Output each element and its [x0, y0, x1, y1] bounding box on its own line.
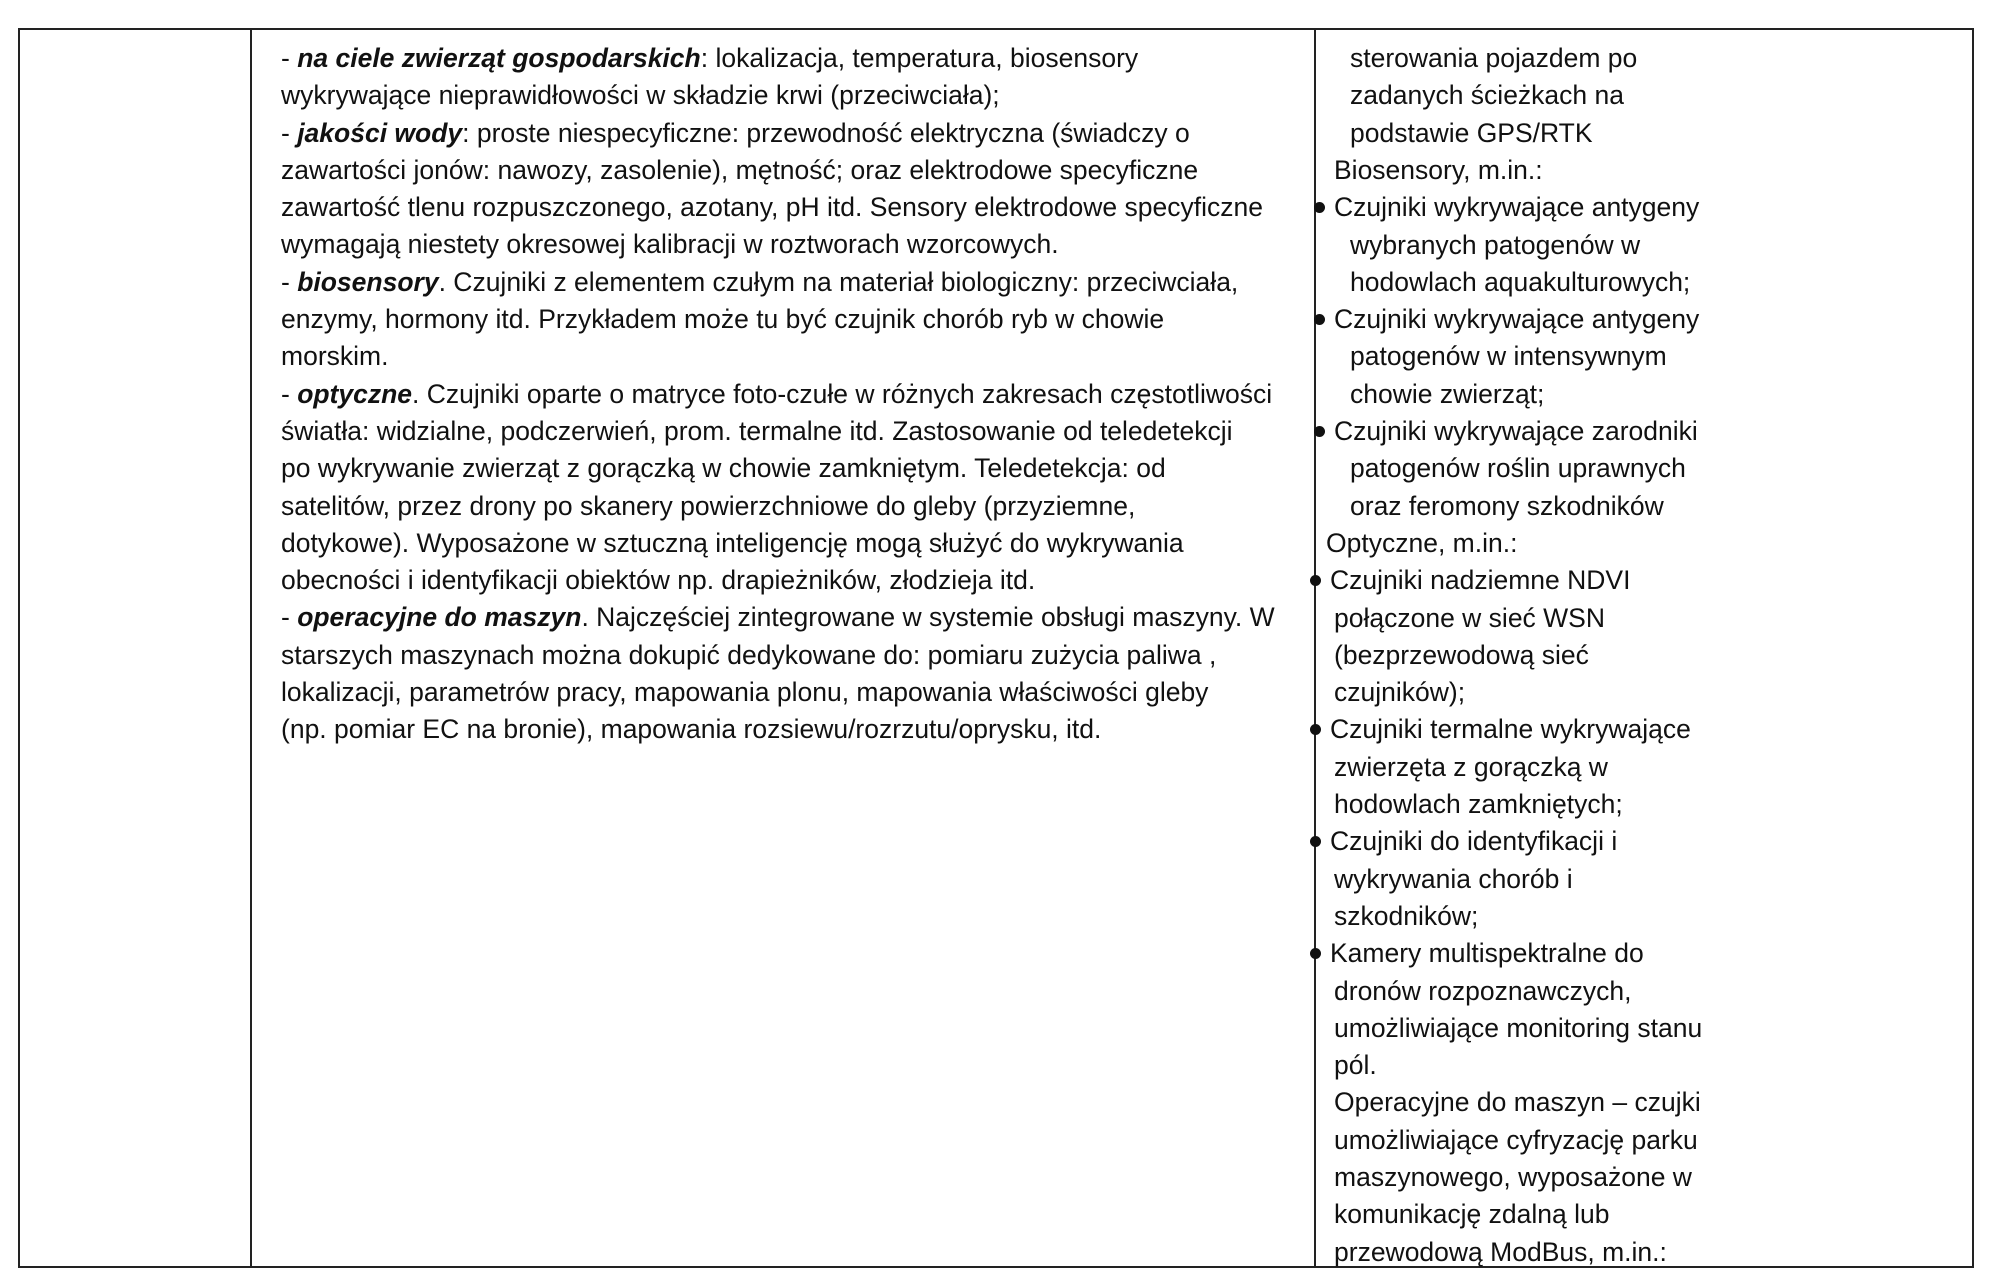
- line-text: umożliwiające monitoring stanu: [1334, 1012, 1703, 1043]
- bullet-icon: [1310, 836, 1321, 847]
- paragraph-line: zawartości jonów: nawozy, zasolenie), mętność; oraz elektrodowe specyficzne: [281, 154, 1199, 185]
- line-text: pól.: [1334, 1050, 1377, 1081]
- paragraph-line: światła: widzialne, podczerwień, prom. termalne itd. Zastosowanie od teledetekcji: [281, 415, 1233, 446]
- text-line: [1350, 115, 1593, 152]
- bullet-icon: [1310, 948, 1321, 959]
- line-text: Biosensory, m.in.:: [1334, 154, 1543, 185]
- line-text: patogenów roślin uprawnych: [1350, 453, 1686, 484]
- line-text: chowie zwierząt;: [1350, 378, 1545, 409]
- paragraph-lead: -: [281, 602, 298, 633]
- line-text: Czujniki nadziemne NDVI: [1330, 565, 1631, 596]
- paragraph-line: morskim.: [281, 341, 389, 372]
- text-line: [1350, 227, 1640, 264]
- line-text: komunikację zdalną lub: [1334, 1199, 1610, 1230]
- bullet-item: [1310, 935, 1644, 972]
- line-text: zwierzęta z gorączką w: [1334, 751, 1608, 782]
- line-text: zadanych ścieżkach na: [1350, 80, 1624, 111]
- line-text: Czujniki do identyfikacji i: [1330, 826, 1618, 857]
- text-line: [1350, 338, 1667, 375]
- paragraph-text: . Najczęściej zintegrowane w systemie obsługi maszyny. W: [581, 602, 1275, 633]
- bullet-item: [1310, 823, 1617, 860]
- column-divider-left: [250, 30, 252, 1266]
- paragraph-lead: -: [281, 378, 298, 409]
- paragraph-line: obecności i identyfikacji obiektów np. drapieżników, złodzieja itd.: [281, 565, 1036, 596]
- examples-cell: [1310, 30, 1970, 1266]
- line-text: umożliwiające cyfryzację parku: [1334, 1124, 1698, 1155]
- line-text: maszynowego, wyposażone w: [1334, 1162, 1692, 1192]
- paragraph-text: : proste niespecyficzne: przewodność elektryczna (świadczy o: [462, 117, 1190, 148]
- paragraph-line: zawartość tlenu rozpuszczonego, azotany, pH itd. Sensory elektrodowe specyficzne: [281, 192, 1263, 223]
- paragraph-text: . Czujniki z elementem czułym na materiał biologiczny: przeciwciała,: [438, 266, 1239, 297]
- text-line: [1334, 1122, 1698, 1159]
- line-text: wykrywania chorób i: [1334, 863, 1573, 894]
- text-line: [1350, 376, 1544, 413]
- paragraph-term: jakości wody: [297, 117, 463, 148]
- bullet-icon: [1314, 202, 1325, 213]
- paragraph-line: po wykrywanie zwierząt z gorączką w chowie zamkniętym. Teledetekcja: od: [281, 453, 1166, 484]
- text-line: [1334, 786, 1623, 823]
- line-text: sterowania pojazdem po: [1350, 43, 1638, 73]
- paragraph-first-line: [281, 115, 1275, 152]
- line-text: Czujniki wykrywające antygeny: [1334, 304, 1700, 335]
- text-line: [1350, 450, 1686, 487]
- bullet-icon: [1310, 575, 1321, 586]
- paragraph-line: wykrywające nieprawidłowości w składzie krwi (przeciwciała);: [281, 80, 1000, 111]
- line-text: hodowlach aquakulturowych;: [1350, 266, 1691, 297]
- bullet-item: [1314, 189, 1699, 226]
- text-line: [1334, 674, 1465, 711]
- paragraph-line: enzymy, hormony itd. Przykładem może tu być czujnik chorób ryb w chowie: [281, 304, 1165, 335]
- paragraph-line: starszych maszynach można dokupić dedykowane do: pomiaru zużycia paliwa ,: [281, 639, 1217, 670]
- bullet-item: [1310, 711, 1691, 748]
- paragraph-term: operacyjne do maszyn: [297, 602, 582, 633]
- paragraph-line: satelitów, przez drony po skanery powierzchniowe do gleby (przyziemne,: [281, 490, 1136, 521]
- text-line: [1334, 600, 1605, 637]
- line-text: oraz feromony szkodników: [1350, 490, 1664, 521]
- left-empty-cell: [20, 30, 250, 1266]
- text-line: [1334, 1010, 1702, 1047]
- text-line: [1350, 488, 1664, 525]
- paragraph-term: biosensory: [297, 266, 439, 297]
- paragraph-line: lokalizacji, parametrów pracy, mapowania plonu, mapowania właściwości gleby: [281, 677, 1209, 708]
- text-line: [1350, 40, 1637, 77]
- content-table: [18, 28, 1974, 1268]
- paragraph-term: na ciele zwierząt gospodarskich: [297, 43, 701, 73]
- bullet-item: [1314, 413, 1698, 450]
- line-text: Czujniki wykrywające antygeny: [1334, 192, 1700, 223]
- line-text: hodowlach zamkniętych;: [1334, 789, 1623, 819]
- line-text: Kamery multispektralne do: [1330, 938, 1644, 969]
- line-text: Czujniki wykrywające zarodniki: [1334, 416, 1698, 446]
- line-text: przewodową ModBus, m.in.:: [1334, 1236, 1667, 1267]
- text-line: [1334, 749, 1608, 786]
- bullet-icon: [1314, 426, 1325, 437]
- text-line: [1334, 1084, 1701, 1121]
- paragraph-term: optyczne: [297, 378, 413, 409]
- paragraph-line: wymagają niestety okresowej kalibracji w roztworach wzorcowych.: [281, 229, 1059, 260]
- text-line: [1334, 973, 1632, 1010]
- text-line: [1350, 77, 1624, 114]
- line-text: Optyczne, m.in.:: [1326, 527, 1518, 558]
- text-line: [1334, 1047, 1377, 1084]
- paragraph-first-line: [281, 376, 1275, 413]
- paragraph-lead: -: [281, 43, 298, 73]
- bullet-item: [1310, 562, 1630, 599]
- line-text: wybranych patogenów w: [1350, 229, 1641, 260]
- line-text: patogenów w intensywnym: [1350, 341, 1667, 372]
- text-line: [1334, 1234, 1667, 1271]
- description-cell: [265, 30, 1325, 1266]
- bullet-item: [1314, 301, 1699, 338]
- paragraph-lead: -: [281, 266, 298, 297]
- line-text: podstawie GPS/RTK: [1350, 117, 1593, 148]
- text-line: [1334, 1159, 1692, 1196]
- text-line: [1334, 861, 1573, 898]
- text-line: [1350, 264, 1690, 301]
- description-text: [281, 40, 1275, 749]
- text-line: [1334, 1196, 1609, 1233]
- paragraph-line: dotykowe). Wyposażone w sztuczną inteligencję mogą służyć do wykrywania: [281, 527, 1184, 558]
- paragraph-line: (np. pomiar EC na bronie), mapowania rozsiewu/rozrzutu/oprysku, itd.: [281, 714, 1102, 745]
- paragraph-lead: -: [281, 117, 298, 148]
- bullet-icon: [1314, 314, 1325, 325]
- text-line: [1334, 898, 1478, 935]
- text-line: [1334, 152, 1543, 189]
- line-text: szkodników;: [1334, 900, 1479, 931]
- paragraph-first-line: [281, 599, 1275, 636]
- line-text: (bezprzewodową sieć: [1334, 639, 1589, 670]
- paragraph-text: : lokalizacja, temperatura, biosensory: [700, 43, 1139, 73]
- line-text: dronów rozpoznawczych,: [1334, 975, 1632, 1006]
- paragraph-text: . Czujniki oparte o matryce foto-czułe w różnych zakresach częstotliwości: [412, 378, 1273, 409]
- line-text: połączone w sieć WSN: [1334, 602, 1605, 633]
- text-line: [1334, 637, 1589, 674]
- line-text: Czujniki termalne wykrywające: [1330, 714, 1691, 745]
- text-line: [1326, 525, 1517, 562]
- paragraph-first-line: [281, 264, 1275, 301]
- paragraph-first-line: [281, 40, 1275, 77]
- bullet-icon: [1310, 724, 1321, 735]
- line-text: czujników);: [1334, 677, 1466, 708]
- line-text: Operacyjne do maszyn – czujki: [1334, 1087, 1701, 1118]
